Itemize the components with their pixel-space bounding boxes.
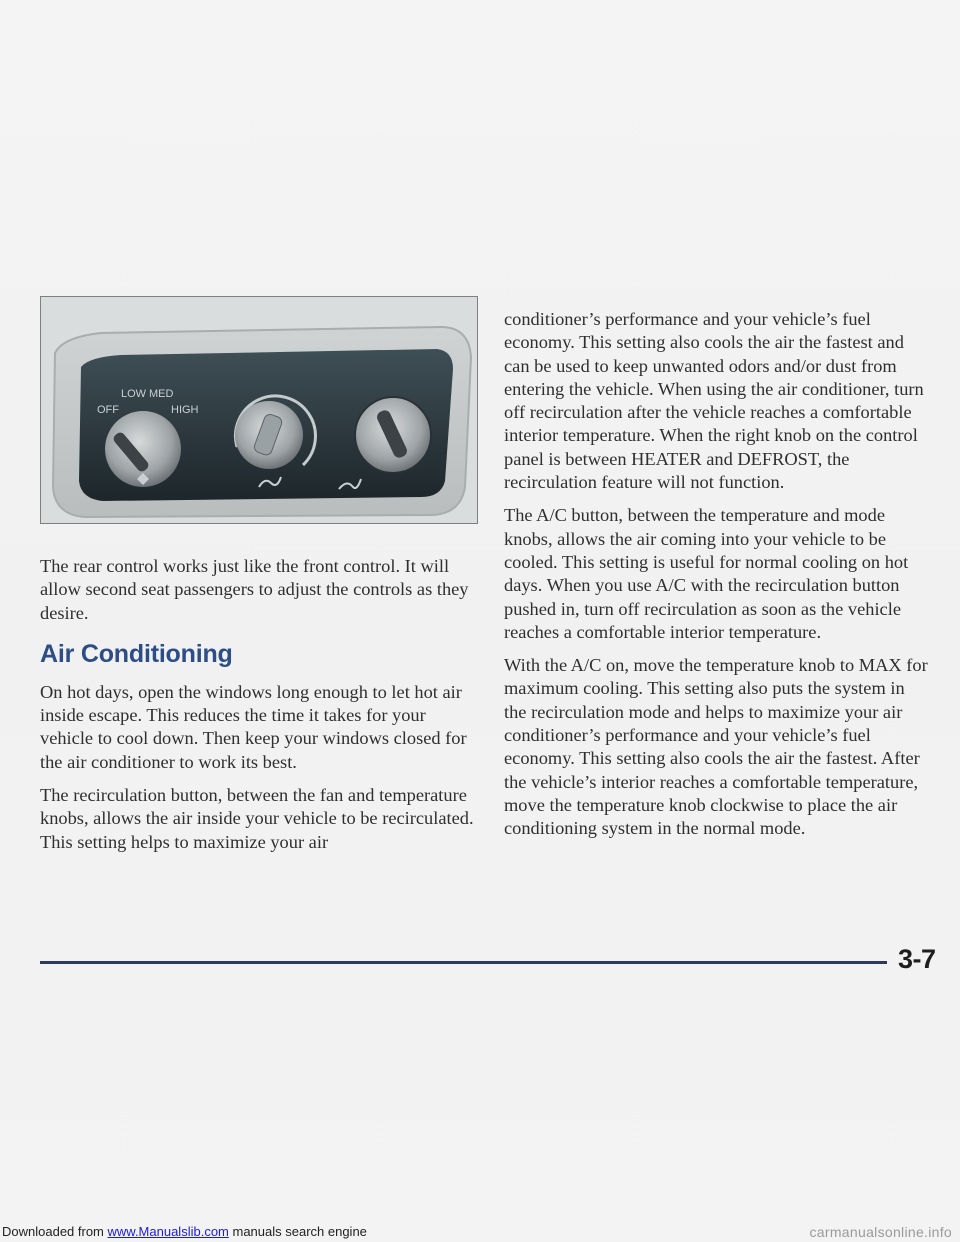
rear-climate-control-photo (40, 296, 478, 524)
high-label: HIGH (171, 404, 199, 416)
paragraph: The A/C button, between the temperature and mode knobs, allows the air coming into your vehicle to be cooled. This setting is useful for normal cooling on hot days. When you use A/C with the recirculation button pushed in, turn off recirculation as soon as the vehicle reaches a comfortable interior temperature. (504, 505, 909, 642)
banner-suffix: manuals search engine (228, 1224, 367, 1239)
left-column (40, 555, 480, 864)
watermark: carmanualsonline.info (809, 1224, 952, 1240)
paragraph: With the A/C on, move the temperature knob to MAX for maximum cooling. This setting also puts the system in the recirculation mode and helps to maximize your air conditioner’s performance and your vehicle’s fuel economy. This setting also cools the air the fastest. After the vehicle’s interior reaches a comfortable temperature, move the temperature knob clockwise to place the air conditioning system in the normal mode. (504, 655, 928, 839)
footer-rule (40, 961, 887, 964)
section-heading: Air Conditioning (40, 639, 233, 668)
paragraph: The recirculation button, between the fan and temperature knobs, allows the air inside your vehicle to be recirculated. This setting helps to maximize your air (40, 785, 474, 852)
right-column (504, 308, 929, 851)
med-label: MED (149, 388, 174, 400)
banner-prefix: Downloaded from (2, 1224, 108, 1239)
page-number: 3-7 (898, 944, 936, 974)
fan-knob (105, 411, 181, 487)
paragraph: conditioner’s performance and your vehicle’s fuel economy. This setting also cools the air the fastest and can be used to keep unwanted odors and/or dust from entering the vehicle. When using the air conditioner, turn off recirculation after the vehicle reaches a comfortable interior temperature. When the right knob on the control panel is between HEATER and DEFROST, the recirculation feature will not function. (504, 309, 924, 493)
manualslib-link[interactable]: www.Manualslib.com (107, 1224, 229, 1239)
low-label: LOW (121, 388, 147, 400)
rear-control-intro: The rear control works just like the front control. It will allow second seat passengers to adjust the controls as they desire. (40, 556, 469, 623)
paragraph: On hot days, open the windows long enough to let hot air inside escape. This reduces the time it takes for your vehicle to cool down. Then keep your windows closed for the air conditioner to work its best. (40, 681, 467, 772)
off-label: OFF (97, 404, 119, 416)
